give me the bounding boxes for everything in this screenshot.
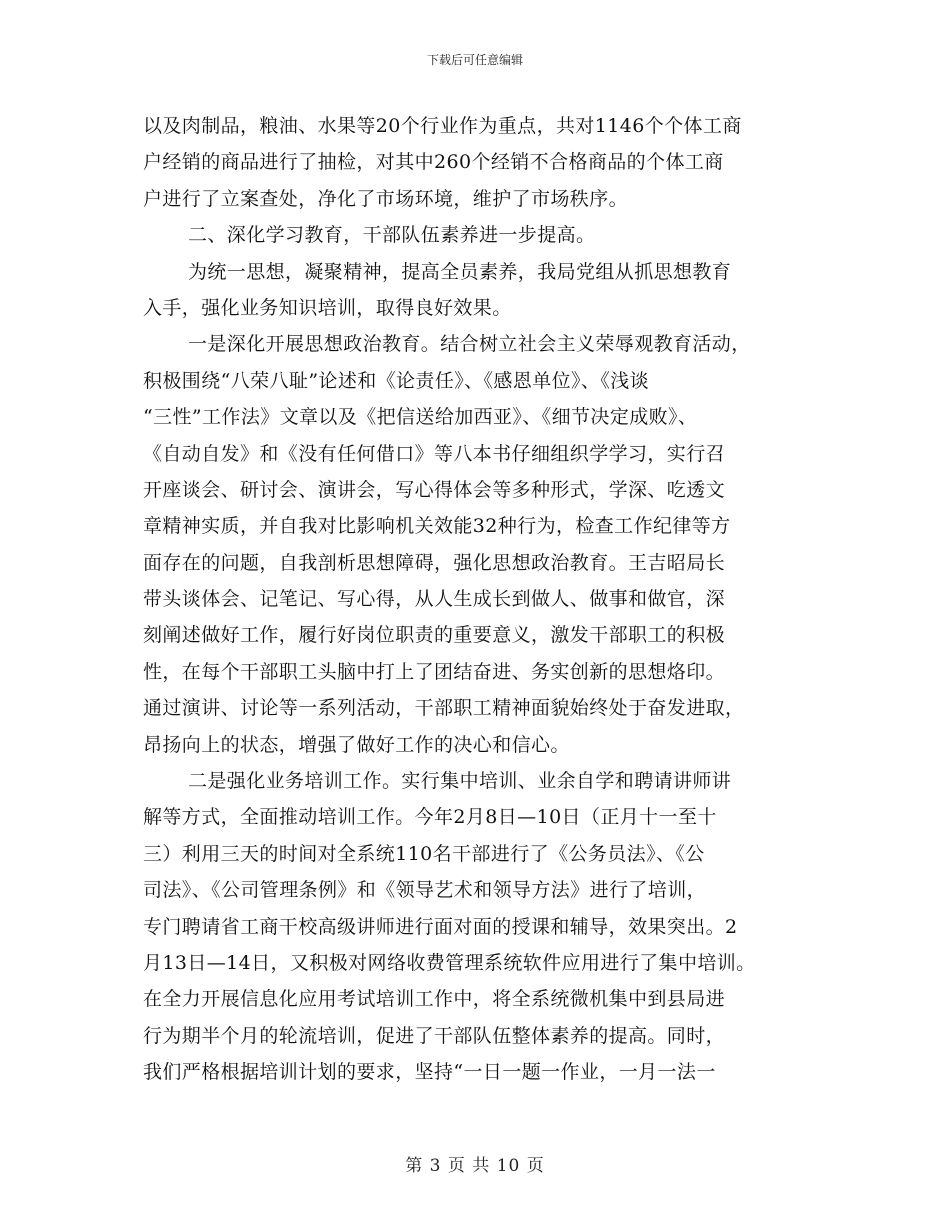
text-line: 面存在的问题，自我剖析思想障碍，强化思想政治教育。王吉昭局长 [143,551,726,574]
text-line: 性，在每个干部职工头脑中打上了团结奋进、务实创新的思想烙印。 [143,660,726,683]
text-line: 积极围绕“八荣八耻”论述和《论责任》、《感恩单位》、《浅谈 [143,369,650,392]
page-number-footer: 第 3 页 共 10 页 [405,1156,545,1176]
text-line: 行为期半个月的轮流培训，促进了干部队伍整体素养的提高。同时， [143,1024,726,1047]
text-line: 我们严格根据培训计划的要求，坚持“一日一题一作业，一月一法一 [143,1061,716,1084]
text-line: 通过演讲、讨论等一系列活动，干部职工精神面貌始终处于奋发进取， [143,697,745,720]
text-line: 昂扬向上的状态，增强了做好工作的决心和信心。 [143,733,570,756]
text-line: 一是深化开展思想政治教育。结合树立社会主义荣辱观教育活动， [188,333,751,356]
document-body [143,108,823,1091]
text-line: 户进行了立案查处，净化了市场环境，维护了市场秩序。 [143,187,629,210]
text-line: 户经销的商品进行了抽检，对其中260个经销不合格商品的个体工商 [143,151,724,174]
text-line: 带头谈体会、记笔记、写心得，从人生成长到做人、做事和做官，深 [143,588,726,611]
text-line: “三性”工作法》文章以及《把信送给加西亚》、《细节决定成败》、 [143,406,698,429]
text-line: 二是强化业务培训工作。实行集中培训、业余自学和聘请讲师讲 [188,770,732,793]
text-line: 月13日—14日，又积极对网络收费管理系统软件应用进行了集中培训。 [143,951,756,974]
text-line: 解等方式，全面推动培训工作。今年2月8日—10日（正月十一至十 [143,806,717,829]
text-line: 司法》、《公司管理条例》和《领导艺术和领导方法》进行了培训， [143,879,707,902]
text-line: 章精神实质，并自我对比影响机关效能32种行为，检查工作纪律等方 [143,515,731,538]
text-line: 以及肉制品，粮油、水果等20个行业作为重点，共对1146个个体工商 [143,115,742,137]
text-line: 入手，强化业务知识培训，取得良好效果。 [143,296,512,319]
page-header: 下载后可任意编辑 [426,53,523,67]
text-line: 《自动自发》和《没有任何借口》等八本书仔细组织学学习，实行召 [143,442,726,465]
text-line: 三）利用三天的时间对全系统110名干部进行了《公务员法》、《公 [143,842,705,865]
text-line: 专门聘请省工商干校高级讲师进行面对面的授课和辅导，效果突出。2 [143,915,738,938]
text-line: 刻阐述做好工作，履行好岗位职责的重要意义，激发干部职工的积极 [143,624,726,647]
section-heading: 二、深化学习教育，干部队伍素养进一步提高。 [188,224,596,247]
text-line: 为统一思想，凝聚精神，提高全员素养，我局党组从抓思想教育 [188,260,732,283]
text-line: 开座谈会、研讨会、演讲会，写心得体会等多种形式，学深、吃透文 [143,478,726,501]
text-line: 在全力开展信息化应用考试培训工作中，将全系统微机集中到县局进 [143,988,726,1011]
